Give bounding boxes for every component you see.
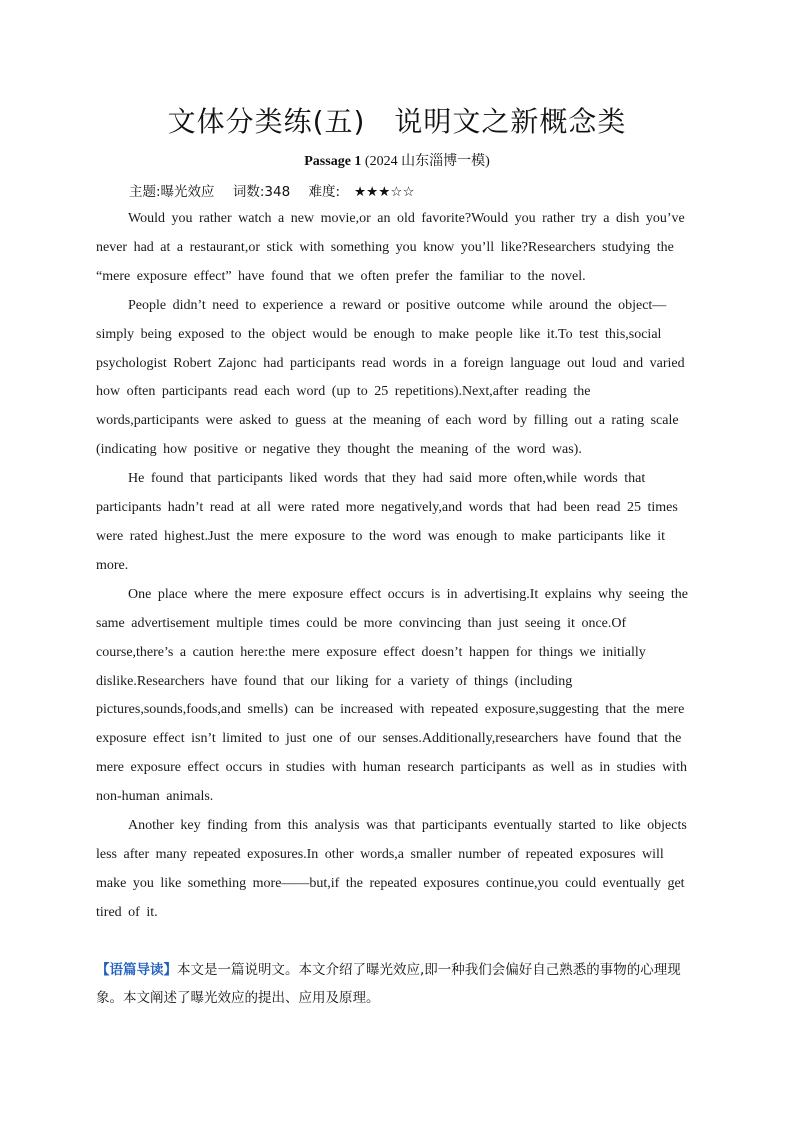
paragraph-2: People didn’t need to experience a reward or positive outcome while around the object—simply being exposed to the object would be enough to make people like it.To test this,social psychologist Robert Zajonc had participants read words in a foreign language out loud and varied how often participants read each word (up to 25 repetitions).Next,after reading the words,participants were asked to guess at the meaning of each word by filling out a rating scale (indicating how positive or negative they thought the meaning of the word was).	[96, 297, 685, 458]
passage-source: (2024 山东淄博一模)	[361, 154, 490, 169]
meta-difficulty	[308, 184, 428, 200]
passage-heading	[0, 150, 794, 170]
reading-guide-tag: 【语篇导读】	[96, 962, 177, 978]
paragraph-4: One place where the mere exposure effect occurs is in advertising.It explains why seeing the same advertisement multiple times could be more convincing than just seeing it once.Of course,there’s a caution here:the mere exposure effect doesn’t happen for things we initially dislike.Researchers have found that our liking for a variety of things (including pictures,sounds,foods,and smells) can be increased with repeated exposure,suggesting that the mere exposure effect isn’t limited to just one of our senses.Additionally,researchers have found that the mere exposure effect occurs in studies with human research participants as well as in studies with non-human animals.	[96, 586, 688, 805]
paragraph-5: Another key finding from this analysis was that participants eventually started to like objects less after many repeated exposures.In other words,a smaller number of repeated exposures will make you like something more——but,if the repeated exposures continue,you could eventually get tired of it.	[96, 818, 687, 920]
passage-label: Passage 1	[304, 154, 362, 169]
meta-topic: 主题:曝光效应	[129, 184, 215, 200]
difficulty-stars-icon: ★★★☆☆	[354, 184, 415, 200]
passage-meta	[129, 180, 443, 200]
reading-guide-text: 本文是一篇说明文。本文介绍了曝光效应,即一种我们会偏好自己熟悉的事物的心理现象。本文阐述了曝光效应的提出、应用及原理。	[96, 962, 681, 1006]
meta-word-count: 词数:348	[232, 184, 291, 200]
meta-difficulty-label: 难度:	[308, 184, 341, 200]
reading-guide	[96, 956, 700, 1012]
paragraph-1: Would you rather watch a new movie,or an old favorite?Would you rather try a dish you’ve never had at a restaurant,or stick with something you know you’ll like?Researchers studying the “mere exposure effect” have found that we often prefer the familiar to the novel.	[96, 211, 685, 284]
paragraph-3: He found that participants liked words that they had said more often,while words that participants hadn’t read at all were rated more negatively,and words that had been read 25 times were rated highest.Just the mere exposure to the word was enough to make participants like it more.	[96, 471, 678, 573]
passage-body	[96, 205, 696, 928]
page-title: 文体分类练(五) 说明文之新概念类	[167, 105, 627, 138]
